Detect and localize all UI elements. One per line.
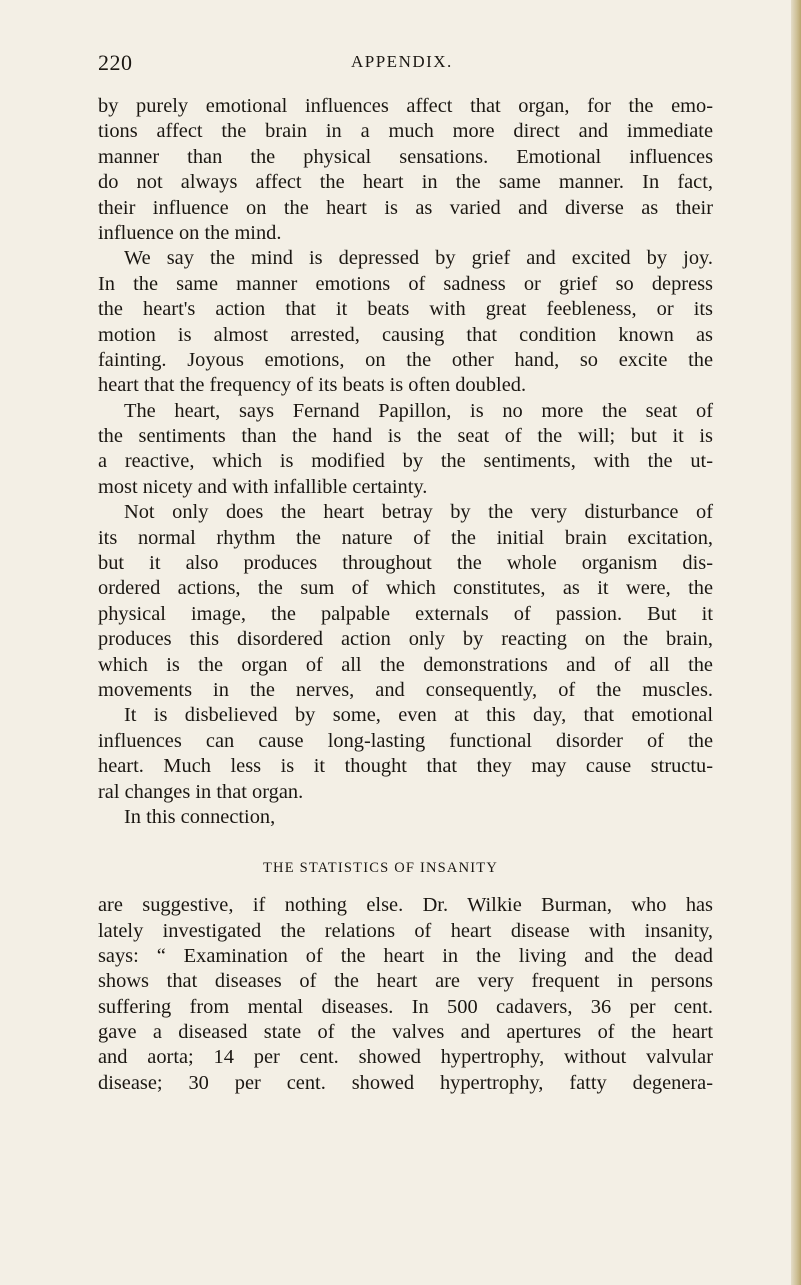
page-header (98, 50, 718, 80)
text-line: produces this disordered action only by reacting on the brain, (98, 628, 713, 651)
text-line: motion is almost arrested, causing that condition known as (98, 323, 713, 346)
text-line: its normal rhythm the nature of the initial brain excitation, (98, 526, 713, 549)
text-line: The heart, says Fernand Papillon, is no more the seat of (124, 399, 713, 422)
text-line: manner than the physical sensations. Emotional influences (98, 145, 713, 168)
text-line: fainting. Joyous emotions, on the other hand, so excite the (98, 348, 713, 371)
text-line: most nicety and with infallible certainty. (98, 475, 428, 498)
text-line: movements in the nerves, and consequently, of the muscles. (98, 678, 713, 701)
text-line: are suggestive, if nothing else. Dr. Wilkie Burman, who has (98, 894, 713, 917)
text-line: which is the organ of all the demonstrations and of all the (98, 653, 713, 676)
text-line: suffering from mental diseases. In 500 cadavers, 36 per cent. (98, 995, 713, 1018)
text-line: tions affect the brain in a much more direct and immediate (98, 120, 713, 143)
text-line: ordered actions, the sum of which constitutes, as it were, the (98, 577, 713, 600)
text-line: a reactive, which is modified by the sentiments, with the ut- (98, 450, 713, 473)
text-line: but it also produces throughout the whole organism dis- (98, 552, 713, 575)
text-line: Not only does the heart betray by the very disturbance of (124, 501, 713, 524)
text-line: In the same manner emotions of sadness or grief so depress (98, 272, 713, 295)
text-line: and aorta; 14 per cent. showed hypertrophy, without valvular (98, 1046, 713, 1069)
text-line: the heart's action that it beats with great feebleness, or its (98, 298, 713, 321)
page-number: 220 (98, 50, 133, 75)
text-line: In this connection, (124, 805, 276, 828)
text-line: physical image, the palpable externals of passion. But it (98, 602, 713, 625)
text-line: influence on the mind. (98, 221, 282, 244)
page-edge (791, 0, 801, 1285)
text-line: heart. Much less is it thought that they may cause structu- (98, 755, 713, 778)
running-head: APPENDIX. (351, 52, 453, 71)
text-line: by purely emotional influences affect that organ, for the emo- (98, 95, 713, 117)
text-line: ral changes in that organ. (98, 780, 304, 803)
body-text (98, 94, 713, 1096)
text-line: shows that diseases of the heart are very frequent in persons (98, 970, 713, 993)
text-line: influences can cause long-lasting functional disorder of the (98, 729, 713, 752)
text-line: do not always affect the heart in the same manner. In fact, (98, 171, 713, 194)
text-line: lately investigated the relations of heart disease with insanity, (98, 919, 713, 942)
text-line: heart that the frequency of its beats is often doubled. (98, 374, 527, 397)
text-line: gave a diseased state of the valves and apertures of the heart (98, 1021, 713, 1044)
text-line: It is disbelieved by some, even at this day, that emotional (124, 704, 713, 727)
text-line: says: “ Examination of the heart in the living and the dead (98, 944, 713, 967)
text-line: disease; 30 per cent. showed hypertrophy, fatty degenera- (98, 1071, 713, 1094)
text-line: We say the mind is depressed by grief and excited by joy. (124, 247, 713, 270)
section-heading: THE STATISTICS OF INSANITY (262, 859, 499, 876)
text-line: the sentiments than the hand is the seat of the will; but it is (98, 425, 713, 448)
text-line: their influence on the heart is as varied and diverse as their (98, 196, 713, 219)
